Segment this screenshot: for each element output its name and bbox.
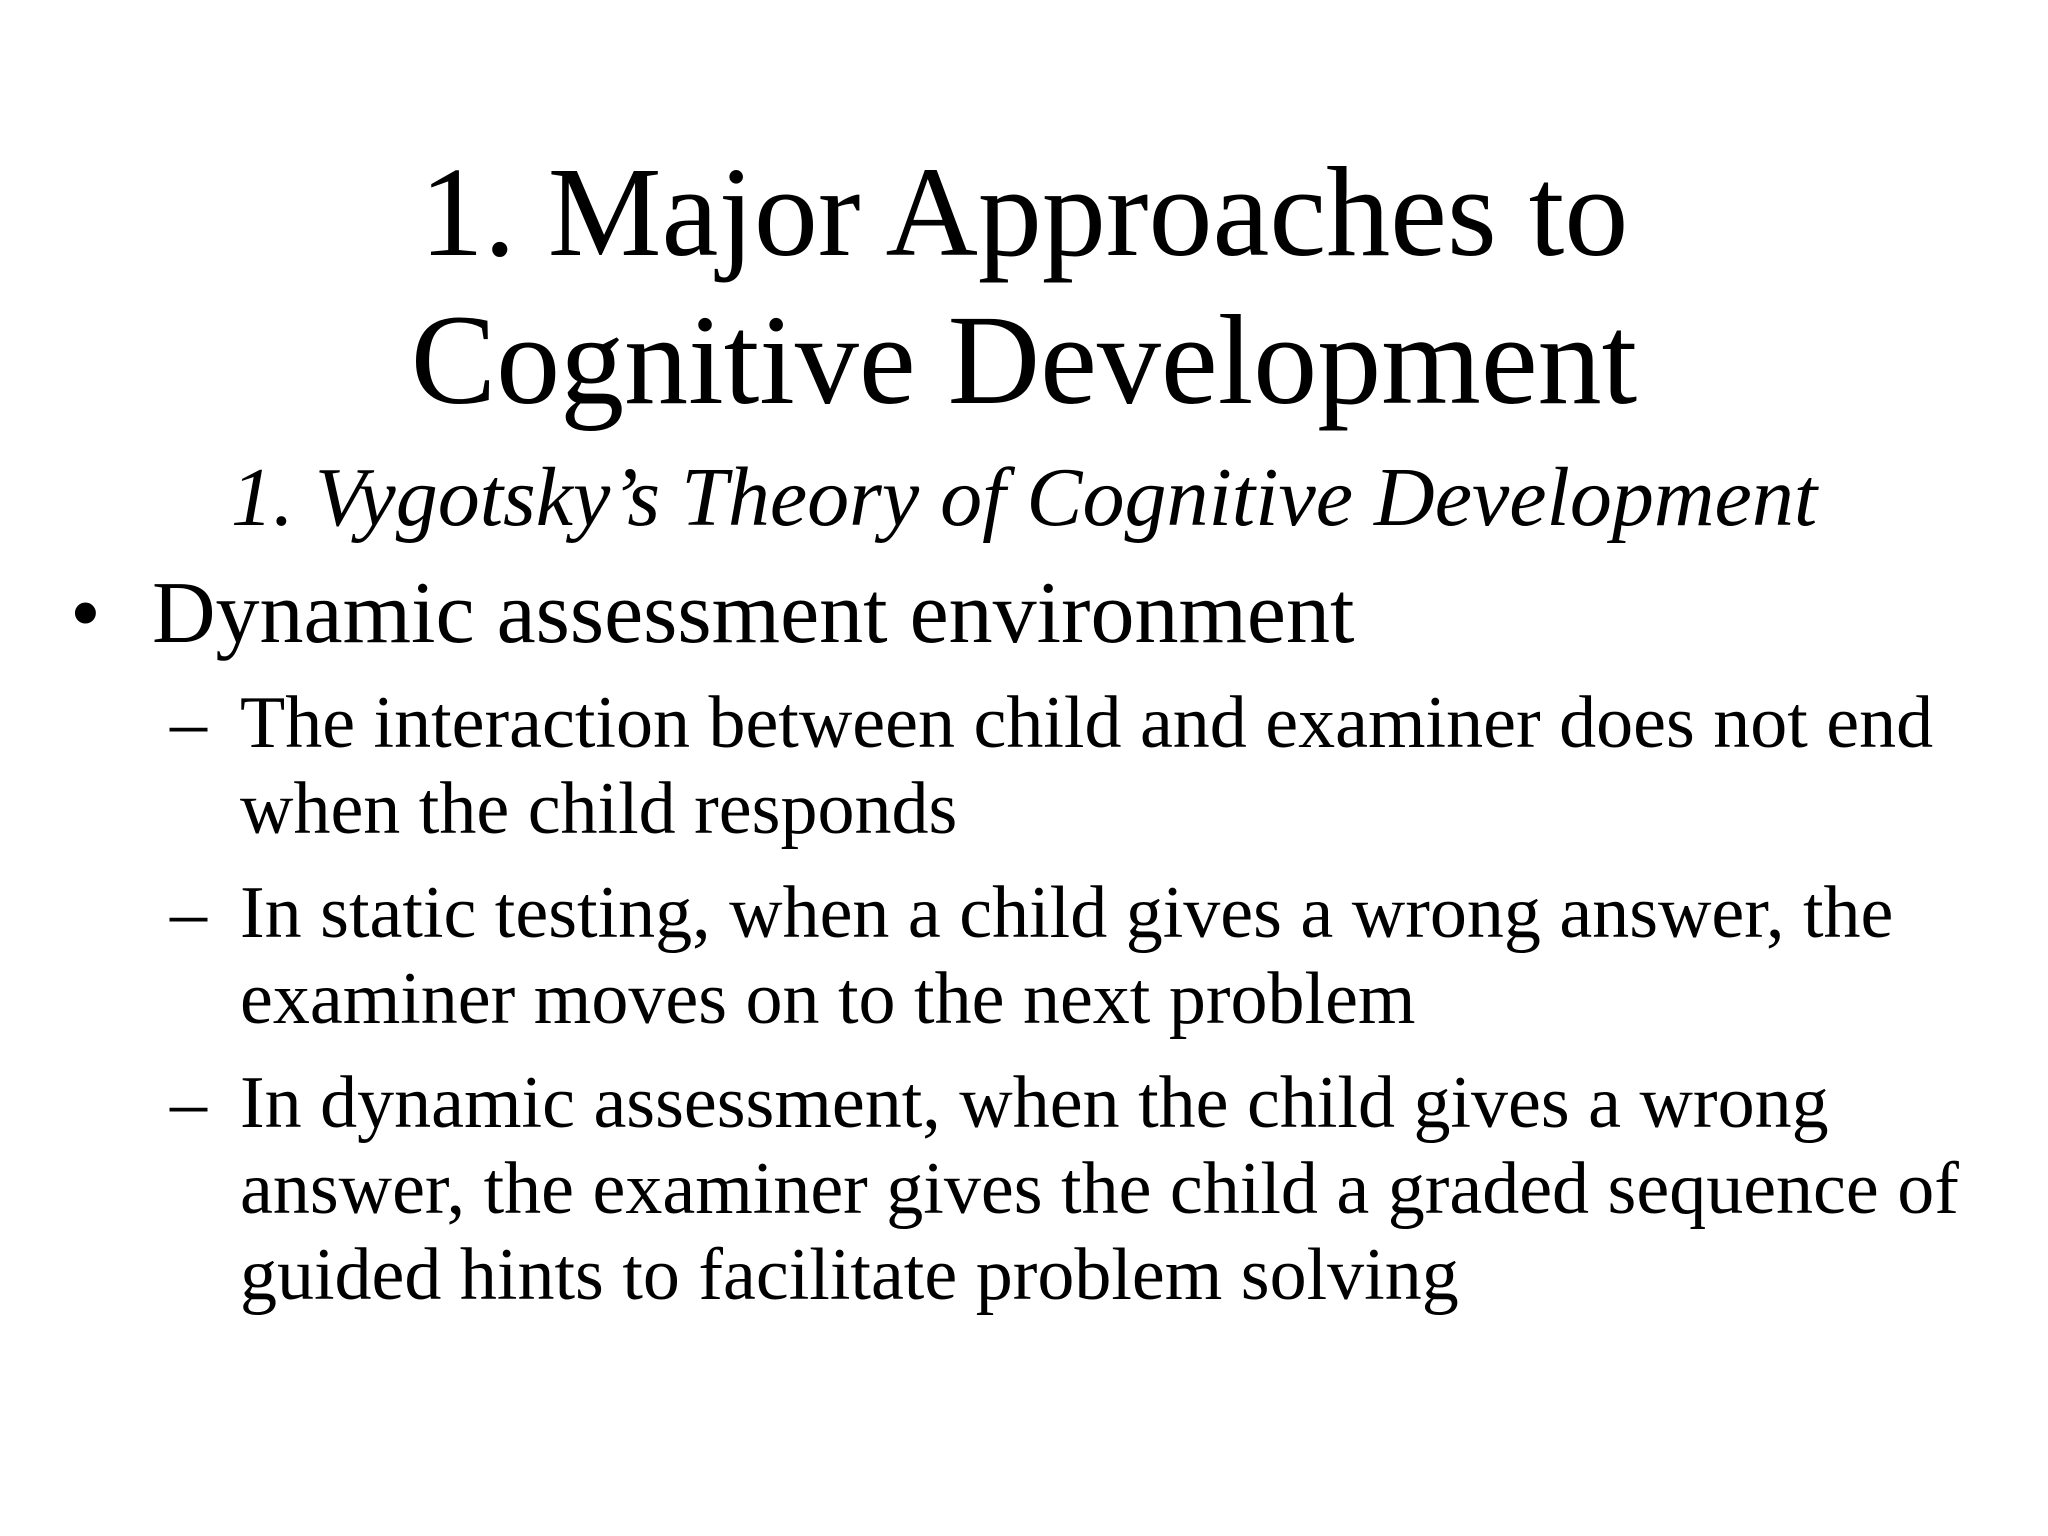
bullet-marker: • <box>70 565 101 662</box>
slide-title-line-2: Cognitive Development <box>410 289 1638 431</box>
sub-bullet-dash: – <box>170 872 207 954</box>
slide-subtitle: 1. Vygotsky’s Theory of Cognitive Development <box>230 451 1818 544</box>
sub-bullet-dash: – <box>170 682 207 764</box>
slide-title <box>0 138 2048 434</box>
sub-bullet-text: In static testing, when a child gives a wrong answer, the examiner moves on to the next problem <box>240 872 1894 1040</box>
sub-bullet-item <box>170 870 2010 1042</box>
sub-bullet-text: The interaction between child and examiner does not end when the child responds <box>240 682 1934 850</box>
sub-bullet-dash: – <box>170 1062 207 1144</box>
slide-title-line-1: 1. Major Approaches to <box>419 141 1629 283</box>
bullet-text: Dynamic assessment environment <box>152 565 1355 662</box>
sub-bullet-text: In dynamic assessment, when the child gives a wrong answer, the examiner gives the child a graded sequence of guided hints to facilitate problem solving <box>240 1062 1959 1316</box>
sub-bullet-item <box>170 680 2010 852</box>
sub-bullet-item <box>170 1060 2010 1318</box>
sub-bullet-list <box>170 680 2010 1336</box>
